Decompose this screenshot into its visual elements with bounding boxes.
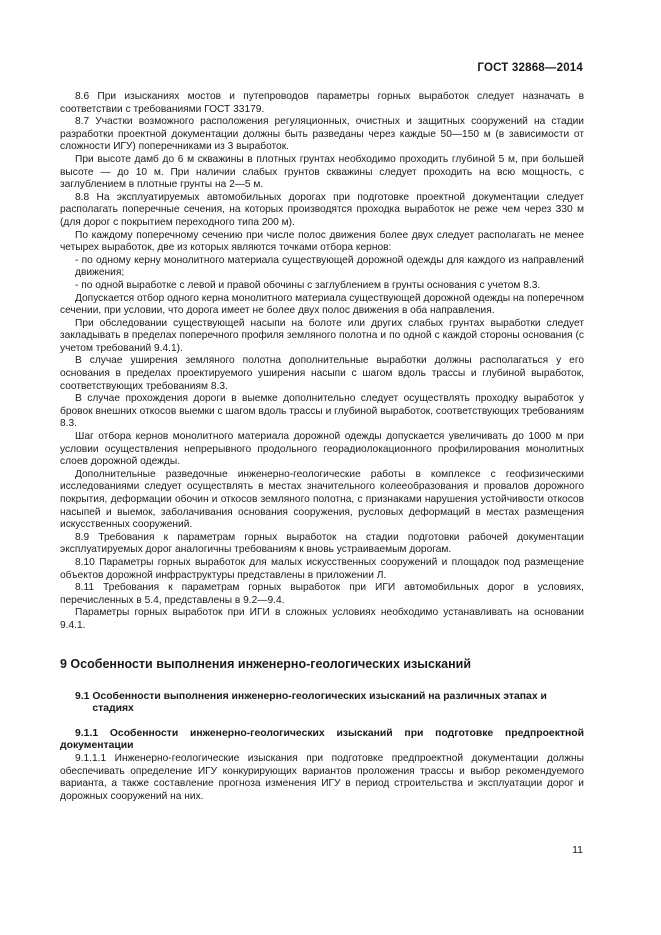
paragraph-9-1-1-1: 9.1.1.1 Инженерно-геологические изыскания при подготовке предпроектной документации должны обеспечивать определение ИГУ конкурирующих вариантов проложения трассы и выбор рекомендуемого варианта, а также составление прогноза изменения ИГУ в период строительства и эксплуатации дорог и дорожных сооружений на них. (60, 752, 584, 802)
paragraph-single-core: Допускается отбор одного керна монолитного материала существующей дорожной одежды на поперечном сечении, при условии, что дорога имеет не более двух полос движения в оба направления. (60, 292, 584, 317)
paragraph-widening: В случае уширения земляного полотна дополнительные выработки должны располагаться у его основания в пределах проектируемого уширения насыпи с шагом вдоль трассы и глубиной выработок, соответствующих требованиям 8.3. (60, 355, 584, 392)
document-code-header: ГОСТ 32868—2014 (477, 62, 583, 74)
paragraph-8-7: 8.7 Участки возможного расположения регуляционных, очистных и защитных сооружений на стадии разработки проектной документации должны быть разведаны через каждые 50—150 м (в зависимости от сложности ИГУ) поперечниками из 3 выработок. (60, 116, 584, 153)
list-item-core-sample: - по одному керну монолитного материала существующей дорожной одежды для каждого из направлений движения; (75, 254, 584, 279)
list-item-shoulder-pit: - по одной выработке с левой и правой обочины с заглублением в грунты основания с учетом 8.3. (75, 279, 541, 291)
paragraph-8-11: 8.11 Требования к параметрам горных выработок при ИГИ автомобильных дорог в условиях, перечисленных в 5.4, представлены в 9.2—9.4. (60, 582, 584, 606)
section-9-1-1-heading: 9.1.1 Особенности инженерно-геологических изысканий при подготовке предпроектной документации (60, 727, 584, 752)
paragraph-8-8: 8.8 На эксплуатируемых автомобильных дорогах при подготовке проектной документации следует располагать поперечные сечения, на которых производятся проходка выработок не реже чем через 330 м (для дорог с покрытием переходного типа 200 м). (60, 191, 584, 228)
paragraph-complex-conditions: Параметры горных выработок при ИГИ в сложных условиях необходимо устанавливать на основании 9.4.1. (60, 607, 584, 631)
page-number: 11 (572, 844, 583, 856)
paragraph-additional-works: Дополнительные разведочные инженерно-геологические работы в комплексе с геофизическими исследованиями следует осуществлять в местах значительного колееобразования и провалов дорожного покрытия, деформации обочин и откосов земляного полотна, с признаками нарушения устойчивости откосов насыпей и выемок, заболачивания основания сооружения, русловых деформаций в местах размещения искусственных сооружений. (60, 468, 584, 531)
paragraph-core-step: Шаг отбора кернов монолитного материала дорожной одежды допускается увеличивать до 1000 м при условии осуществления непрерывного продольного георадиолокационного профилирования монолитных слоев дорожной одежды. (60, 431, 584, 468)
paragraph-8-9: 8.9 Требования к параметрам горных выработок на стадии подготовки рабочей документации эксплуатируемых дорог аналогичны требованиям к вновь устраиваемым дорогам. (60, 531, 584, 556)
paragraph-8-10: 8.10 Параметры горных выработок для малых искусственных сооружений и площадок под размещение объектов дорожной инфраструктуры представлены в приложении Л. (60, 556, 584, 581)
page-content (60, 91, 584, 803)
section-9-1-title: Особенности выполнения инженерно-геологических изысканий на различных этапах и стадиях (92, 690, 547, 715)
section-9-1-heading (60, 691, 584, 716)
paragraph-swamp-survey: При обследовании существующей насыпи на болоте или других слабых грунтах выработки следует закладывать в пределах поперечного профиля земляного полотна и по одной с каждой стороны основания (с учетом требований 9.4.1). (60, 317, 584, 354)
paragraph-dam-height: При высоте дамб до 6 м скважины в плотных грунтах необходимо проходить глубиной 5 м, при большей высоте — до 10 м. При наличии слабых грунтов скважины следует проходить на всю мощность, с заглублением в плотные грунты на 2—5 м. (60, 153, 584, 191)
paragraph-8-6: 8.6 При изысканиях мостов и путепроводов параметры горных выработок следует назначать в соответствии с требованиями ГОСТ 33179. (60, 91, 584, 115)
paragraph-cross-section: По каждому поперечному сечению при числе полос движения более двух следует располагать не менее четырех выработок, две из которых являются точками отбора кернов: (60, 229, 584, 254)
paragraph-cutting: В случае прохождения дороги в выемке дополнительно следует осуществлять проходку выработок у бровок внешних откосов выемки с шагом вдоль трассы и глубиной выработок, соответствующих требованиям 8.3. (60, 393, 584, 430)
section-9-1-number: 9.1 (75, 690, 93, 702)
section-9-heading: 9 Особенности выполнения инженерно-геологических изысканий (60, 656, 472, 671)
